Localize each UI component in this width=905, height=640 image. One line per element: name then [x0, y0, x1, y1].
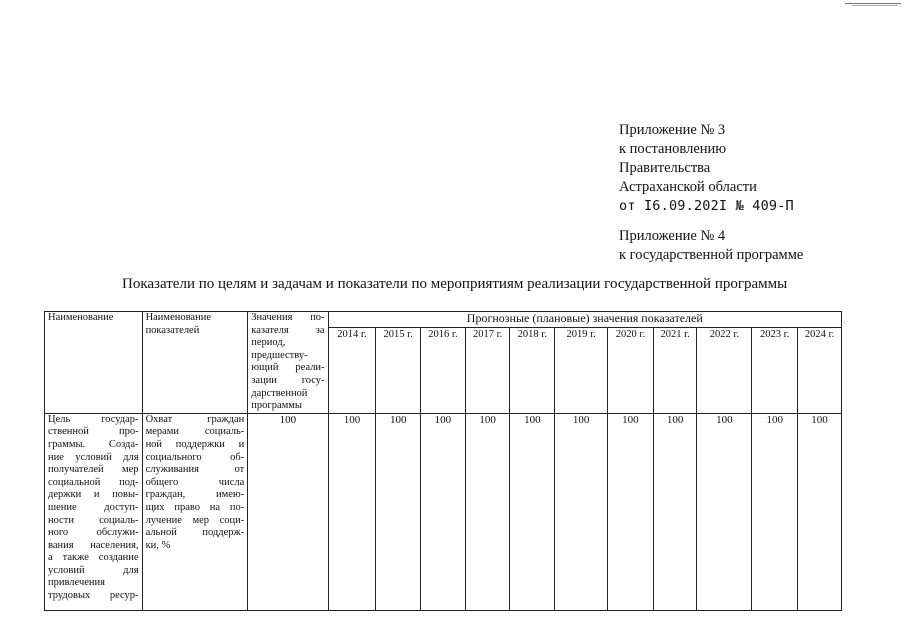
header-name: Наименование [45, 312, 143, 414]
indicator-line: альной поддерж- [145, 527, 245, 539]
year-value-cell: 100 [328, 413, 376, 610]
goal-line: ного обслужи- [48, 527, 139, 539]
year-value-cell: 100 [752, 413, 798, 610]
goal-name-cell [45, 413, 143, 610]
header-previous-period [248, 312, 328, 414]
indicator-line: лучение мер соци- [145, 514, 245, 526]
indicator-line: общего числа [145, 476, 245, 488]
header-year: 2020 г. [608, 327, 654, 413]
header-year: 2021 г. [653, 327, 697, 413]
header-indicator-line: Наименование [145, 312, 211, 323]
year-value-cell: 100 [465, 413, 510, 610]
header-indicator [142, 312, 248, 414]
table-row [45, 413, 842, 610]
goal-line: ности социаль- [48, 514, 139, 526]
header-year: 2022 г. [697, 327, 752, 413]
appendix-date-number: от I6.09.202I № 409-П [619, 198, 794, 214]
appendix-line: Приложение № 4 [619, 228, 726, 244]
indicator-line: мерами социаль- [145, 426, 245, 438]
year-value-cell: 100 [653, 413, 697, 610]
year-value-cell: 100 [376, 413, 421, 610]
header-forecast: Прогнозные (плановые) значения показателей [328, 312, 841, 328]
header-previous-line: дарственной [251, 387, 308, 399]
goal-line: а также создание [48, 552, 139, 564]
appendix-line: Астраханской области [619, 179, 757, 195]
header-previous-line: период, [251, 337, 286, 349]
appendix-line: Приложение № 3 [619, 122, 726, 138]
appendix-line: к государственной программе [619, 247, 804, 263]
header-previous-line: Значения по- [251, 312, 325, 323]
goal-line: ние условий для [48, 451, 139, 463]
header-year: 2019 г. [555, 327, 608, 413]
indicators-table [44, 311, 842, 611]
appendix-line: к постановлению [619, 141, 727, 157]
goal-line: условий для [48, 564, 139, 576]
header-year: 2017 г. [465, 327, 510, 413]
goal-line: трудовых ресур- [48, 590, 139, 602]
year-value-cell: 100 [421, 413, 466, 610]
indicator-line: щих право на по- [145, 501, 245, 513]
header-year: 2016 г. [421, 327, 466, 413]
goal-line: получателей мер [48, 464, 139, 476]
header-year: 2014 г. [328, 327, 376, 413]
goal-line: ственной про- [48, 426, 139, 438]
header-previous-line: программы [251, 400, 302, 412]
year-value-cell: 100 [510, 413, 555, 610]
goal-line: вания населения, [48, 539, 139, 551]
indicator-line: социального об- [145, 451, 245, 463]
indicator-cell [142, 413, 248, 610]
appendix-block [619, 121, 803, 265]
header-previous-line: казателя за [251, 324, 325, 336]
indicator-line: ки, % [145, 539, 171, 551]
previous-value-cell: 100 [248, 413, 328, 610]
year-value-cell: 100 [555, 413, 608, 610]
goal-line: Цель государ- [48, 413, 139, 425]
header-year: 2023 г. [752, 327, 798, 413]
header-year: 2018 г. [510, 327, 555, 413]
spacer [619, 216, 803, 227]
header-year: 2015 г. [376, 327, 421, 413]
goal-line: социальной под- [48, 476, 139, 488]
goal-line: держки и повы- [48, 489, 139, 501]
goal-line: привлечения [48, 577, 105, 589]
indicator-line: Охват граждан [145, 413, 245, 425]
header-previous-line: предшеству- [251, 349, 308, 361]
indicator-line: ной поддержки и [145, 438, 245, 450]
header-indicator-line: показателей [145, 324, 200, 336]
goal-line: граммы. Созда- [48, 438, 139, 450]
year-value-cell: 100 [608, 413, 654, 610]
scan-mark [852, 5, 898, 6]
document-title: Показатели по целям и задачам и показатели по мероприятиям реализации государственной программы [122, 276, 788, 292]
header-previous-line: зации госу- [251, 374, 325, 386]
header-year: 2024 г. [798, 327, 842, 413]
indicator-line: служивания от [145, 464, 245, 476]
appendix-line: Правительства [619, 160, 711, 176]
indicator-line: граждан, имею- [145, 489, 245, 501]
header-previous-line: ющий реали- [251, 362, 325, 374]
year-value-cell: 100 [697, 413, 752, 610]
goal-line: шение доступ- [48, 501, 139, 513]
year-value-cell: 100 [798, 413, 842, 610]
scan-mark [845, 3, 901, 4]
